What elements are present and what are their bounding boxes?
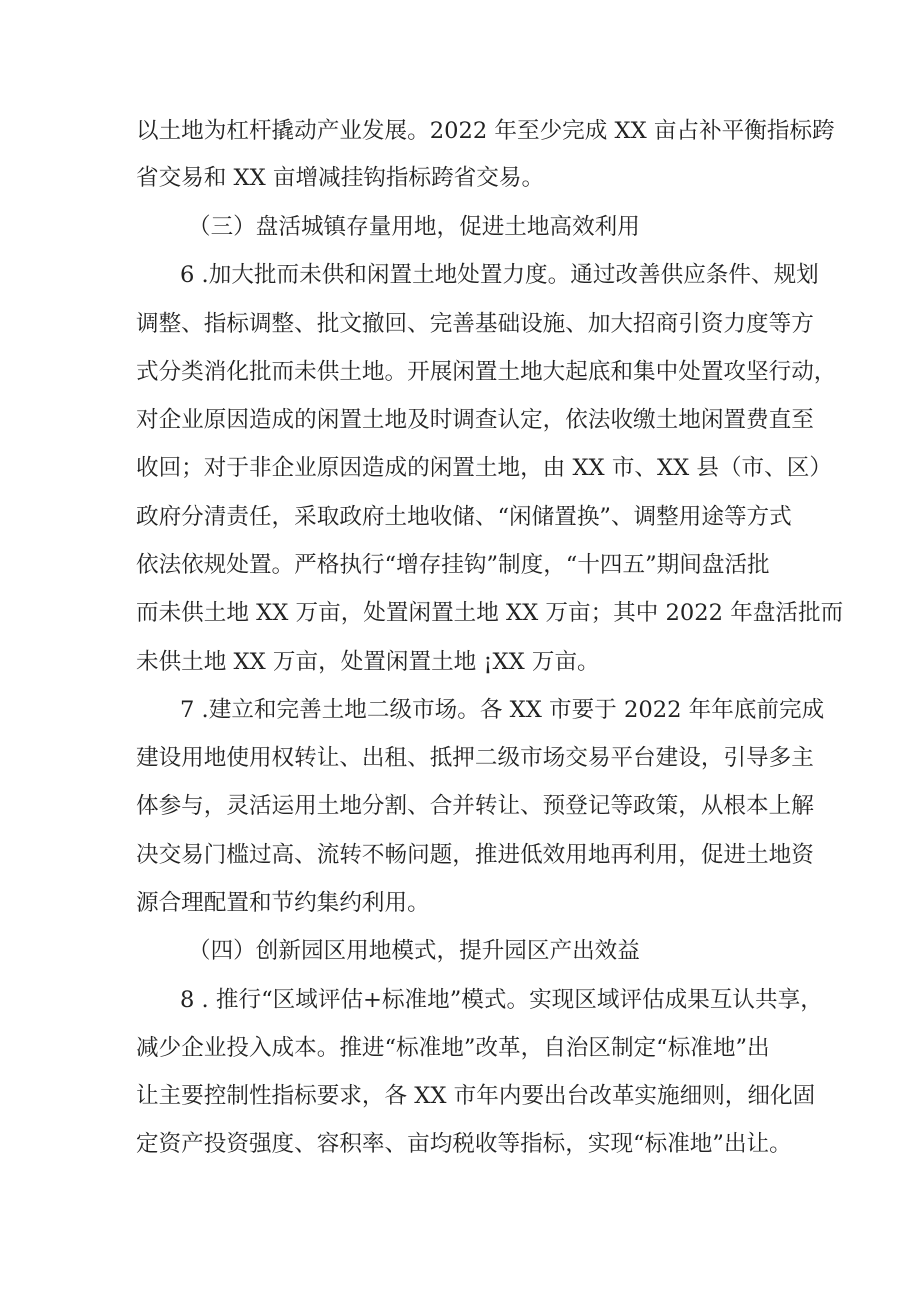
section-heading-4: （四）创新园区用地模式，提升园区产出效益 <box>188 938 640 964</box>
paragraph-line: 对企业原因造成的闲置土地及时调查认定，依法收缴土地闲置费直至 <box>136 407 814 433</box>
paragraph-line: 未供土地 XX 万亩，处置闲置土地 ¡XX 万亩。 <box>136 649 600 675</box>
paragraph-line: 减少企业投入成本。推进“标准地”改革，自治区制定“标准地”出 <box>136 1035 770 1061</box>
paragraph-line: 建设用地使用权转让、出租、抵押二级市场交易平台建设，引导多主 <box>136 745 814 771</box>
section-heading-3: （三）盘活城镇存量用地，促进土地高效利用 <box>188 214 640 240</box>
paragraph-line: 体参与，灵活运用土地分割、合并转让、预登记等政策，从根本上解 <box>136 793 814 819</box>
paragraph-line: 收回；对于非企业原因造成的闲置土地，由 XX 市、XX 县（市、区） <box>136 455 832 481</box>
paragraph-line: 让主要控制性指标要求，各 XX 市年内要出台改革实施细则，细化固 <box>136 1083 816 1109</box>
paragraph-line: 决交易门槛过高、流转不畅问题，推进低效用地再利用，促进土地资 <box>136 842 814 868</box>
paragraph-line: 式分类消化批而未供土地。开展闲置土地大起底和集中处置攻坚行动， <box>136 359 837 385</box>
paragraph-line: 依法依规处置。严格执行“增存挂钩”制度，“十四五”期间盘活批 <box>136 552 770 578</box>
paragraph-line: 定资产投资强度、容积率、亩均税收等指标，实现“标准地”出让。 <box>136 1131 792 1157</box>
paragraph-line: 调整、指标调整、批文撤回、完善基础设施、加大招商引资力度等方 <box>136 311 814 337</box>
paragraph-line: 而未供土地 XX 万亩，处置闲置土地 XX 万亩；其中 2022 年盘活批而 <box>136 600 844 626</box>
paragraph-line: 以土地为杠杆撬动产业发展。2022 年至少完成 XX 亩占补平衡指标跨 <box>136 118 835 144</box>
paragraph-line: 源合理配置和节约集约利用。 <box>136 890 430 916</box>
paragraph-line: 7 .建立和完善土地二级市场。各 XX 市要于 2022 年年底前完成 <box>180 697 825 723</box>
paragraph-line: 政府分清责任，采取政府土地收储、“闲储置换”、调整用途等方式 <box>136 504 792 530</box>
paragraph-line: 8 . 推行“区域评估+标准地”模式。实现区域评估成果互认共享， <box>180 987 823 1013</box>
paragraph-line: 6 .加大批而未供和闲置土地处置力度。通过改善供应条件、规划 <box>180 262 819 288</box>
paragraph-line: 省交易和 XX 亩增减挂钩指标跨省交易。 <box>136 165 545 191</box>
